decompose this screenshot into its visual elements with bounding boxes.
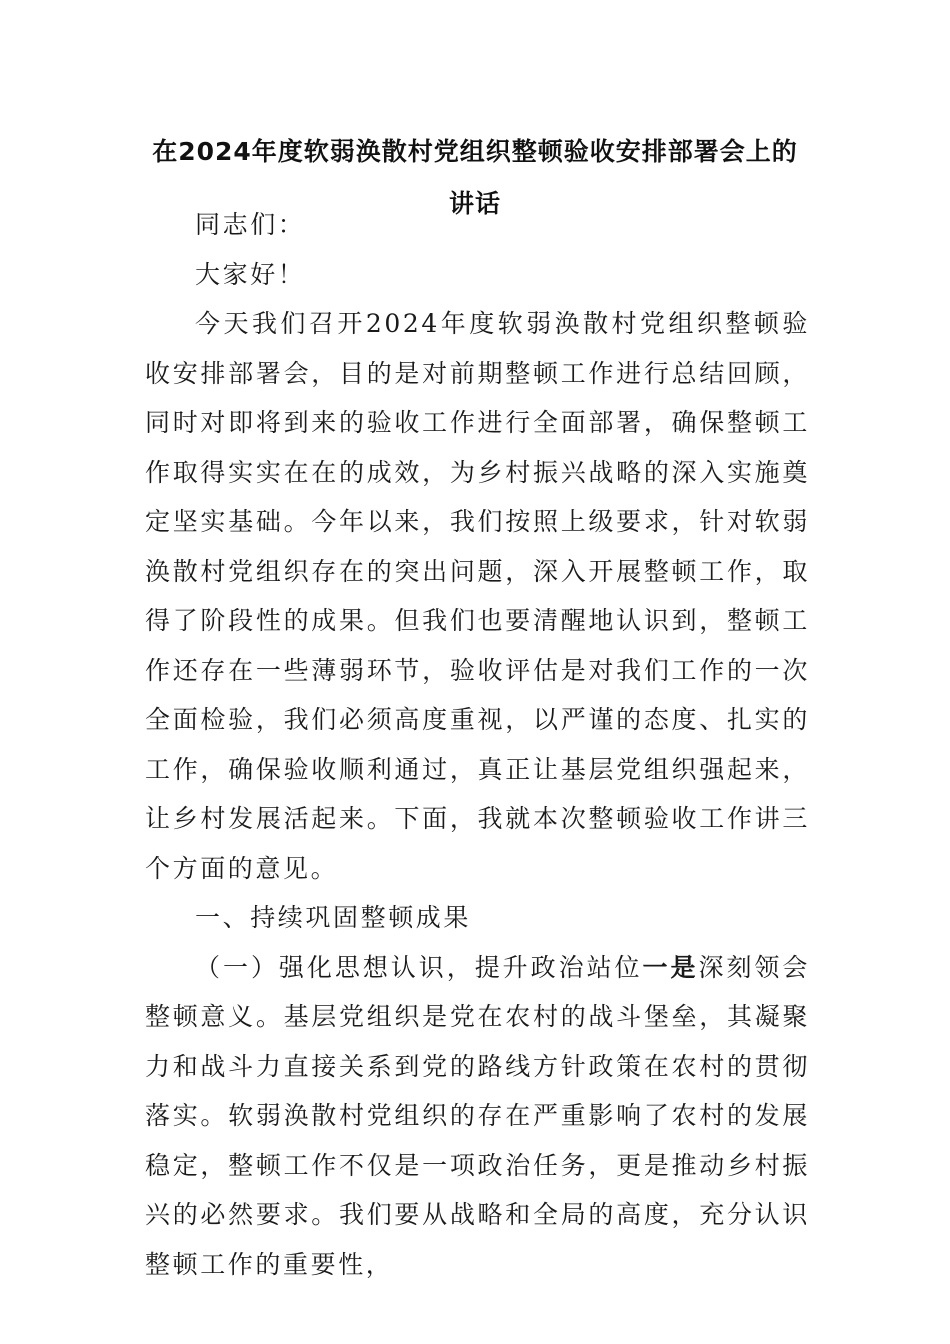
subsection-heading: （一）强化思想认识，提升政治站位 — [195, 952, 643, 982]
intro-paragraph: 今天我们召开2024年度软弱涣散村党组织整顿验收安排部署会，目的是对前期整顿工作进行总结回顾，同时对即将到来的验收工作进行全面部署，确保整顿工作取得实实在在的成效，为乡村振兴战略的深入实施奠定坚实基础。今年以来，我们按照上级要求，针对软弱涣散村党组织存在的突出问题，深入开展整顿工作，取得了阶段性的成果。但我们也要清醒地认识到，整顿工作还存在一些薄弱环节，验收评估是对我们工作的一次全面检验，我们必须高度重视，以严谨的态度、扎实的工作，确保验收顺利通过，真正让基层党组织强起来，让乡村发展活起来。下面，我就本次整顿验收工作讲三个方面的意见。 — [145, 309, 810, 883]
document-body — [145, 200, 810, 1289]
salutation: 同志们： — [195, 210, 306, 239]
section-heading: 一、持续巩固整顿成果 — [195, 903, 472, 932]
point-lead: 一是 — [642, 952, 699, 982]
point-text: 深刻领会整顿意义。基层党组织是党在农村的战斗堡垒，其凝聚力和战斗力直接关系到党的路线方针政策在农村的贯彻落实。软弱涣散村党组织的存在严重影响了农村的发展稳定，整顿工作不仅是一项政治任务，更是推动乡村振兴的必然要求。我们要从战略和全局的高度，充分认识整顿工作的重要性， — [145, 952, 810, 1279]
greeting: 大家好！ — [195, 259, 306, 289]
subsection-paragraph — [145, 943, 810, 1290]
document-title: 在2024年度软弱涣散村党组织整顿验收安排部署会上的讲话 — [152, 137, 798, 218]
